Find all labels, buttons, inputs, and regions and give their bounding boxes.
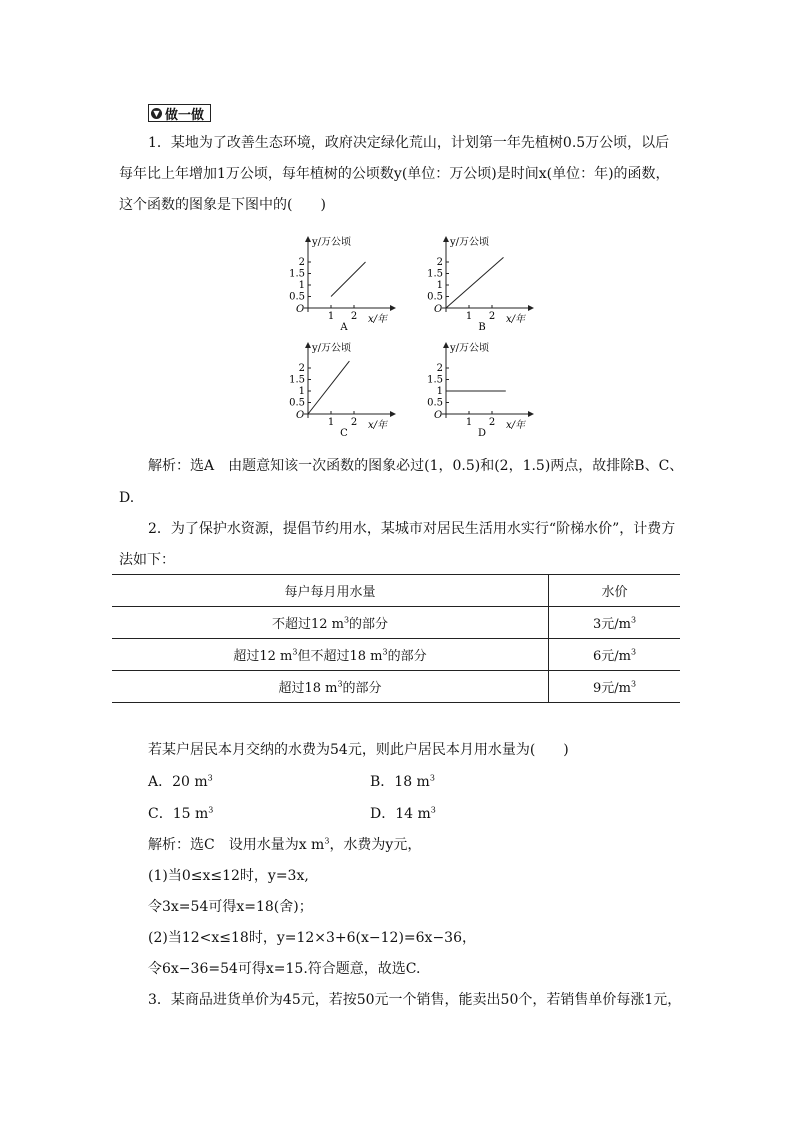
option-a: A．20 $m^3$: [148, 773, 213, 790]
function-line-a: [331, 262, 366, 297]
q1-line3: 这个函数的图象是下图中的( ): [119, 197, 326, 213]
option-c: C．15 $m^3$: [148, 805, 214, 822]
q2-solution-line3: 令3x=54可得x=18(舍)；: [148, 899, 313, 915]
q3-line1: 3．某商品进货单价为45元，若按50元一个销售，能卖出50个，若销售单价每涨1元，: [148, 992, 682, 1008]
graph-caption: B: [478, 322, 486, 333]
water-price-table: [112, 574, 680, 703]
table-row: [112, 607, 680, 639]
option-d: D．14 $m^3$: [370, 805, 436, 822]
origin-label: O: [296, 304, 305, 315]
y-axis-arrow: [443, 342, 449, 348]
y-axis-arrow: [305, 236, 311, 242]
function-line-c: [308, 361, 349, 414]
origin-label: O: [296, 410, 305, 421]
q2-stem: 若某户居民本月交纳的水费为54元，则此户居民本月用水量为( ): [148, 742, 569, 758]
table-header-price: 水价: [549, 575, 681, 607]
chevron-down-icon: ▼: [151, 108, 162, 119]
table-cell-price: 9元$/m^3$: [549, 671, 681, 703]
y-tick-label: 2: [298, 363, 305, 374]
table-cell-price: 6元$/m^3$: [549, 639, 681, 671]
q2-solution-line5: 令6x−36=54可得x=15.符合题意，故选C.: [148, 961, 421, 977]
y-tick-label: 1: [436, 386, 443, 397]
q1-line1: 1．某地为了改善生态环境，政府决定绿化荒山，计划第一年先植树0.5万公顷，以后: [148, 135, 670, 151]
origin-label: O: [434, 304, 443, 315]
graph-caption: C: [340, 428, 348, 439]
q2-line1: 2．为了保护水资源，提倡节约用水，某城市对居民生活用水实行“阶梯水价”，计费方: [148, 521, 676, 537]
table-header-usage: 每户每月用水量: [112, 575, 549, 607]
x-tick-label: 1: [327, 417, 335, 428]
y-tick-label: 0.5: [427, 397, 443, 409]
q2-solution-line2: (1)当0≤x≤12时，y=3x,: [148, 868, 309, 884]
x-tick-label: 1: [327, 311, 335, 322]
y-axis-label: y/万公顷: [450, 343, 490, 354]
function-line-b: [446, 257, 504, 308]
y-axis-label: y/万公顷: [312, 237, 352, 248]
q1-answer-line1: 解析：选A 由题意知该一次函数的图象必过(1，0.5)和(2，1.5)两点，故排除B、C、: [148, 458, 684, 474]
section-badge: [148, 104, 211, 122]
q1-line2: 每年比上年增加1万公顷，每年植树的公顷数y(单位：万公顷)是时间x(单位：年)的函数，: [119, 166, 670, 182]
x-axis-label: x/年: [368, 314, 388, 325]
x-tick-label: 1: [465, 311, 473, 322]
section-badge-label: 做一做: [165, 107, 205, 123]
y-tick-label: 2: [298, 257, 305, 268]
x-tick-label: 2: [488, 417, 496, 428]
x-axis-arrow: [390, 411, 396, 417]
y-axis-arrow: [443, 236, 449, 242]
table-cell-usage: 超过18 $m^3$的部分: [112, 671, 549, 703]
table-cell-price: 3元$/m^3$: [549, 607, 681, 639]
y-tick-label: 0.5: [427, 291, 443, 303]
y-tick-label: 1.5: [427, 374, 443, 386]
option-b: B．18 $m^3$: [370, 773, 435, 790]
x-axis-arrow: [528, 411, 534, 417]
y-axis-label: y/万公顷: [450, 237, 490, 248]
y-tick-label: 1.5: [427, 268, 443, 280]
graph-caption: A: [340, 322, 348, 333]
x-axis-label: x/年: [368, 420, 388, 431]
x-tick-label: 2: [350, 311, 358, 322]
y-tick-label: 1: [436, 280, 443, 291]
table-header-row: [112, 575, 680, 607]
q2-solution-line4: (2)当12<x≤18时，y=12×3+6(x−12)=6x−36，: [148, 930, 476, 946]
graph-caption: D: [477, 428, 487, 439]
graph-b: [420, 232, 538, 334]
q2-solution-line1: 解析：选C 设用水量为x $m^3$，水费为y元，: [148, 836, 422, 853]
x-axis-arrow: [390, 305, 396, 311]
table-row: [112, 671, 680, 703]
x-axis-arrow: [528, 305, 534, 311]
x-axis-label: x/年: [506, 314, 526, 325]
y-tick-label: 1: [298, 386, 305, 397]
graph-d: [420, 338, 538, 440]
origin-label: O: [434, 410, 443, 421]
x-axis-label: x/年: [506, 420, 526, 431]
x-tick-label: 2: [350, 417, 358, 428]
graph-c: [282, 338, 400, 440]
q1-answer-line2: D.: [119, 490, 135, 506]
table-cell-usage: 超过12 $m^3$但不超过18 $m^3$的部分: [112, 639, 549, 671]
y-axis-arrow: [305, 342, 311, 348]
table-cell-usage: 不超过12 $m^3$的部分: [112, 607, 549, 639]
y-tick-label: 0.5: [289, 397, 305, 409]
graph-a: [282, 232, 400, 334]
y-tick-label: 1.5: [289, 374, 305, 386]
y-tick-label: 2: [436, 257, 443, 268]
y-tick-label: 1: [298, 280, 305, 291]
q2-line2: 法如下：: [119, 552, 175, 568]
y-axis-label: y/万公顷: [312, 343, 352, 354]
y-tick-label: 2: [436, 363, 443, 374]
y-tick-label: 1.5: [289, 268, 305, 280]
table-row: [112, 639, 680, 671]
x-tick-label: 1: [465, 417, 473, 428]
x-tick-label: 2: [488, 311, 496, 322]
y-tick-label: 0.5: [289, 291, 305, 303]
